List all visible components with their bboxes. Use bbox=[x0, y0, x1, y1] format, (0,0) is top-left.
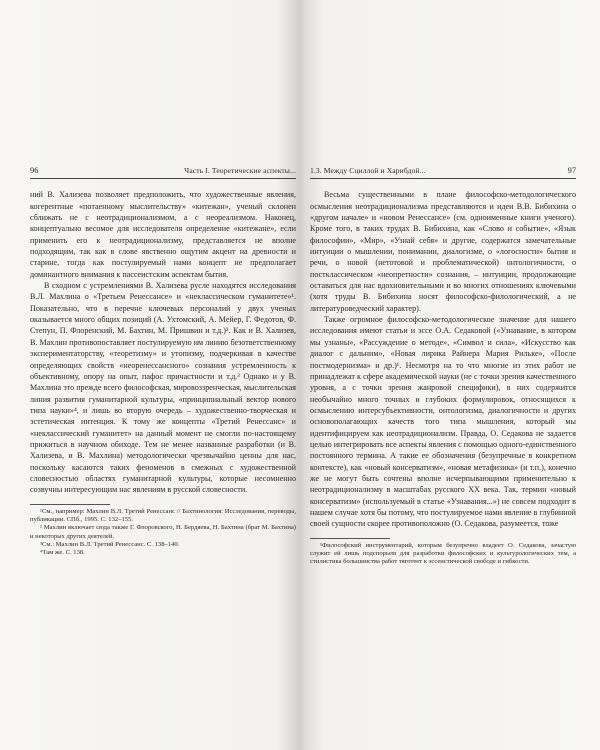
footnote-rule bbox=[310, 538, 390, 539]
right-running-head: 1.3. Между Сциллой и Харибдой... bbox=[310, 166, 426, 175]
right-page-header bbox=[310, 165, 576, 179]
left-page-number: 96 bbox=[30, 166, 39, 175]
left-paragraph: ний В. Хализева позволяет предположить, что художественные явления, когерентные «потаенному мыслительству» «китежан», ученый склонен сближать не с неотрадиционализмом, а с неореализмом. Наконец, концептуально весомое для исследователя определение «китежане», если применить его к неотрадиционализму, представляется не вполне подходящим, так как в слове явственно ощутим акцент на древности и старине, тогда как постулируемый нами концепт не предполагает доминантного внимания к пассеистским аспектам бытия. bbox=[30, 190, 296, 279]
right-paragraph: Также огромное философско-методологическое значение для нашего исследования имеют статьи и эссе О.А. Седаковой («Узнавание, в котором мы узнаны», «Рассуждение о методе», «Символ и сила», «Искусство как диалог с дальним», «Новая лирика Райнера Мария Рильке», «После постмодернизма» и др.)¹. Несмотря на то что многие из этих работ не принадлежат к сфере академической науки (не с точки зрения качественного уровня, а с точки зрения жанровой специфики), в них содержится необычайно много точных и глубоких формулировок, относящихся к осмыслению интерсубъективности, онтологизма, диалогичности и других основополагающих качеств того типа мышления, который мы идентифицируем как неотрадиционализм. Правда, О. Седакова не задается целью интегрировать все аспекты явления с помощью одного-единственного постоянного термина. А такие ее обозначения (безупречные в конкретном контексте), как «новый консерватизм», «новая метафизика» (и т.п.), конечно же не могут быть сочтены вполне исчерпывающими применительно к неотрадиционализму в масштабах русского XX века. Так, термин «новый консерватизм» (используемый в статье «Узнавания...») не совсем подходит в нашем случае хотя бы потому, что постулируемое нами явление в глубинной своей сущности скорее противоположно (О. Седакова, разумеется, тоже bbox=[310, 315, 576, 529]
left-paragraph: В сходном с устремлениями В. Хализева русле находятся исследования В.Л. Махлина о «Третьем Ренессансе» и «неклассическом гуманитете»¹. Показательно, что в перечне ключевых персоналий у двух ученых оказывается много общих позиций (А. Ухтомский, А. Мейер, Г. Федотов, Ф. Степун, П. Флоренский, М. Бахтин, М. Пришвин и т.д.)². Как и В. Хализев, В. Махлин противопоставляет постулируемую им линию безответственному экспериментаторству, «теоретизму» и утопизму, подчеркивая в качестве определяющих свойств «неоренессансного» сознания устремленность к объективному, опору на опыт, пафос причастности и т.д.³ Однако и у В. Махлина это прежде всего философская, мировоззренческая, мыслительская линия развития гуманитарной культуры, «принципиальный вектор нового типа науки»⁴, и лишь во вторую очередь – художественно-творческая и эстетическая интенция. К тому же концепты «Третий Ренессанс» и «неклассический гуманитет» на данный момент не смогли по-настоящему прижиться в научном обиходе. Тем не менее названные разработки (и В. Хализева, и В. Махлина) методологически чрезвычайно ценны для нас, поскольку касаются таких феноменов в смежных с художественной словесностью областях гуманитарной культуры, которые несомненно созвучны интересующим нас явлениям в русской словесности. bbox=[30, 281, 296, 495]
footnote: ¹Философский инструментарий, которым безупречно владеет О. Седакова, зачастую служит ей лишь подспорьем для разработки философских и культурологических тем, а стилистика большинства работ тяготеет к эссеистической свободе и гибкости. bbox=[310, 541, 576, 566]
footnote-rule bbox=[30, 504, 110, 505]
right-page-number: 97 bbox=[567, 166, 576, 175]
left-footnotes bbox=[30, 504, 296, 558]
left-running-head: Часть I. Теоретические аспекты... bbox=[184, 166, 296, 175]
footnote: ⁴Там же. С. 138. bbox=[40, 549, 85, 557]
right-paragraph: Весьма существенными в плане философско-методологического осмысления неотрадиционализма представляются и идеи В.В. Бибихина о «другом начале» и «новом Ренессансе» (см. одноименные книги ученого). Кроме того, в таких трудах В. Бибихина, как «Слово и событие», «Язык философии», «Мир», «Узнай себя» и другие, содержатся замечательные интуиции о мышлении, понимании, диалогизме, о «логосности» бытия и речи, о новой (нетотовой и проблематической) онтологичности, о постклассическом «неопретности» сознания, – интуиции, продолжающие оставаться для нас вдохновительными и во многих отношениях ключевыми (хотя труды В. Бибихина носят философско-филологический, а не литературоведческий характер). bbox=[310, 190, 576, 313]
footnote: ¹См., например: Махлин В.Л. Третий Ренессанс // Бахтинология: Исследования, переводы, публикации. СПб., 1995. С. 132–155. bbox=[30, 507, 296, 523]
right-page bbox=[310, 165, 576, 567]
left-page bbox=[30, 165, 296, 557]
footnote: ³См.: Махлин В.Л. Третий Ренессанс. С. 138–140. bbox=[40, 540, 180, 548]
footnote: ² Махлин включает сюда также Г. Флоровского, Н. Бердяева, Н. Бахтина (брат М. Бахтина) и некоторых других деятелей. bbox=[30, 524, 296, 540]
right-footnotes bbox=[310, 538, 576, 567]
left-page-header bbox=[30, 165, 296, 179]
